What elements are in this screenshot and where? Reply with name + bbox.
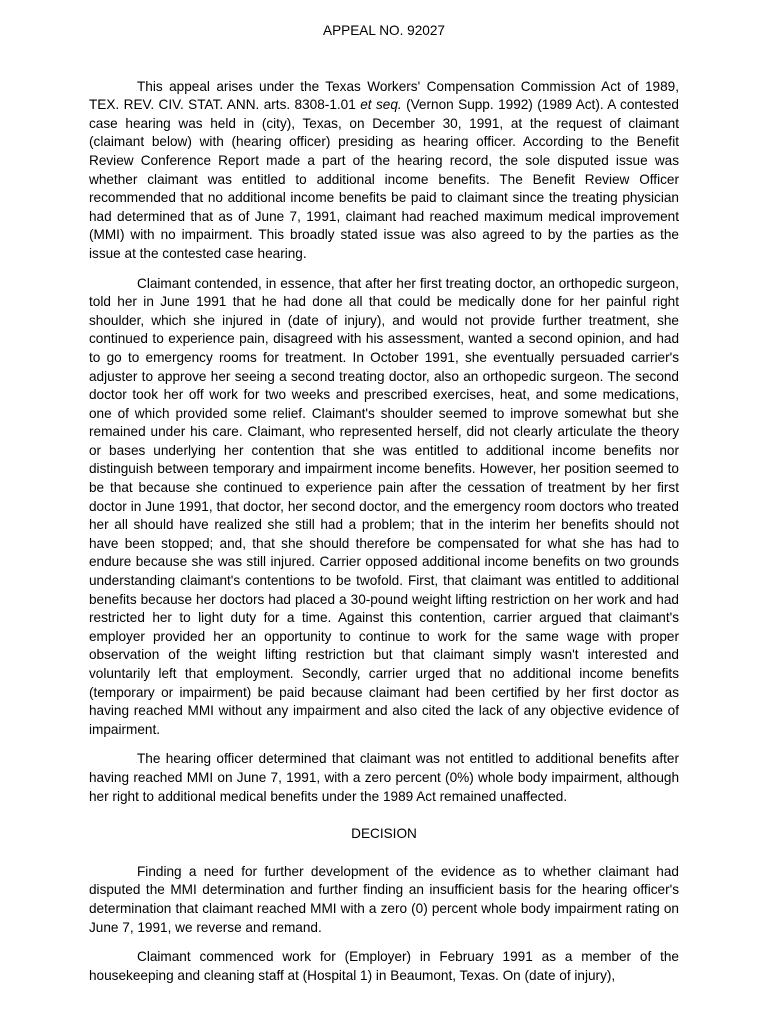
intro-paragraph [89, 78, 679, 264]
intro-et-seq: et seq. [360, 97, 402, 113]
decision-heading: DECISION [351, 826, 417, 842]
background-paragraph: Claimant commenced work for (Employer) in February 1991 as a member of the housekeeping and cleaning staff at (Hospital 1) in Beaumont, Texas. On (date of injury), [89, 949, 679, 983]
hearing-officer-determination-paragraph: The hearing officer determined that claimant was not entitled to additional benefits after having reached MMI on June 7, 1991, with a zero percent (0%) whole body impairment, although her right to additional medical benefits under the 1989 Act remained unaffected. [89, 751, 679, 804]
document-page [89, 22, 679, 985]
decision-paragraph: Finding a need for further development of the evidence as to whether claimant had disputed the MMI determination and further finding an insufficient basis for the hearing officer's determination that claimant reached MMI with a zero (0) percent whole body impairment rating on June 7, 1991, we reverse and remand. [89, 863, 679, 935]
intro-text-start: This appeal arises under the Texas Workers' Compensation Commission Act of 1989, TEX. REV. CIV. STAT. ANN. arts. 8308-1.01 [89, 78, 679, 113]
contentions-paragraph: Claimant contended, in essence, that after her first treating doctor, an orthopedic surgeon, told her in June 1991 that he had done all that could be medically done for her painful right shoulder, which she injured in (date of injury), and would not provide further treatment, she continued to experience pain, disagreed with his assessment, wanted a second opinion, and had to go to emergency rooms for treatment. In October 1991, she eventually persuaded carrier's adjuster to approve her seeing a second treating doctor, also an orthopedic surgeon. The second doctor took her off work for two weeks and prescribed exercises, heat, and some medications, one of which provided some relief. Claimant's shoulder seemed to improve somewhat but she remained under his care. Claimant, who represented herself, did not clearly articulate the theory or bases underlying her contention that she was entitled to additional income benefits nor distinguish between temporary and impairment income benefits. However, her position seemed to be that because she continued to experience pain after the cessation of treatment by her first doctor in June 1991, that doctor, her second doctor, and the emergency room doctors who treated her all should have realized she still had a problem; that in the interim her benefits should not have been stopped; and, that she should therefore be compensated for what she has had to endure because she was still injured. Carrier opposed additional income benefits on two grounds understanding claimant's contentions to be twofold. First, that claimant was entitled to additional benefits because her doctors had placed a 30-pound weight lifting restriction on her work and had restricted her to light duty for a time. Against this contention, carrier argued that claimant's employer provided her an opportunity to continue to work for the same wage with proper observation of the weight lifting restriction but that claimant simply wasn't interested and voluntarily left that employment. Secondly, carrier urged that no additional income benefits (temporary or impairment) be paid because claimant had been certified by her first doctor as having reached MMI without any impairment and also cited the lack of any objective evidence of impairment. [89, 275, 679, 737]
intro-text-end: (Vernon Supp. 1992) (1989 Act). A contested case hearing was held in (city), Texas, on December 30, 1991, at the request of claimant (claimant below) with (hearing officer) presiding as hearing officer. According to the Benefit Review Conference Report made a part of the hearing record, the sole disputed issue was whether claimant was entitled to additional income benefits. The Benefit Review Officer recommended that no additional income benefits be paid to claimant since the treating physician had determined that as of June 7, 1991, claimant had reached maximum medical improvement (MMI) with no impairment. This broadly stated issue was also agreed to by the parties as the issue at the contested case hearing. [89, 97, 679, 261]
appeal-number-title: APPEAL NO. 92027 [323, 23, 445, 38]
